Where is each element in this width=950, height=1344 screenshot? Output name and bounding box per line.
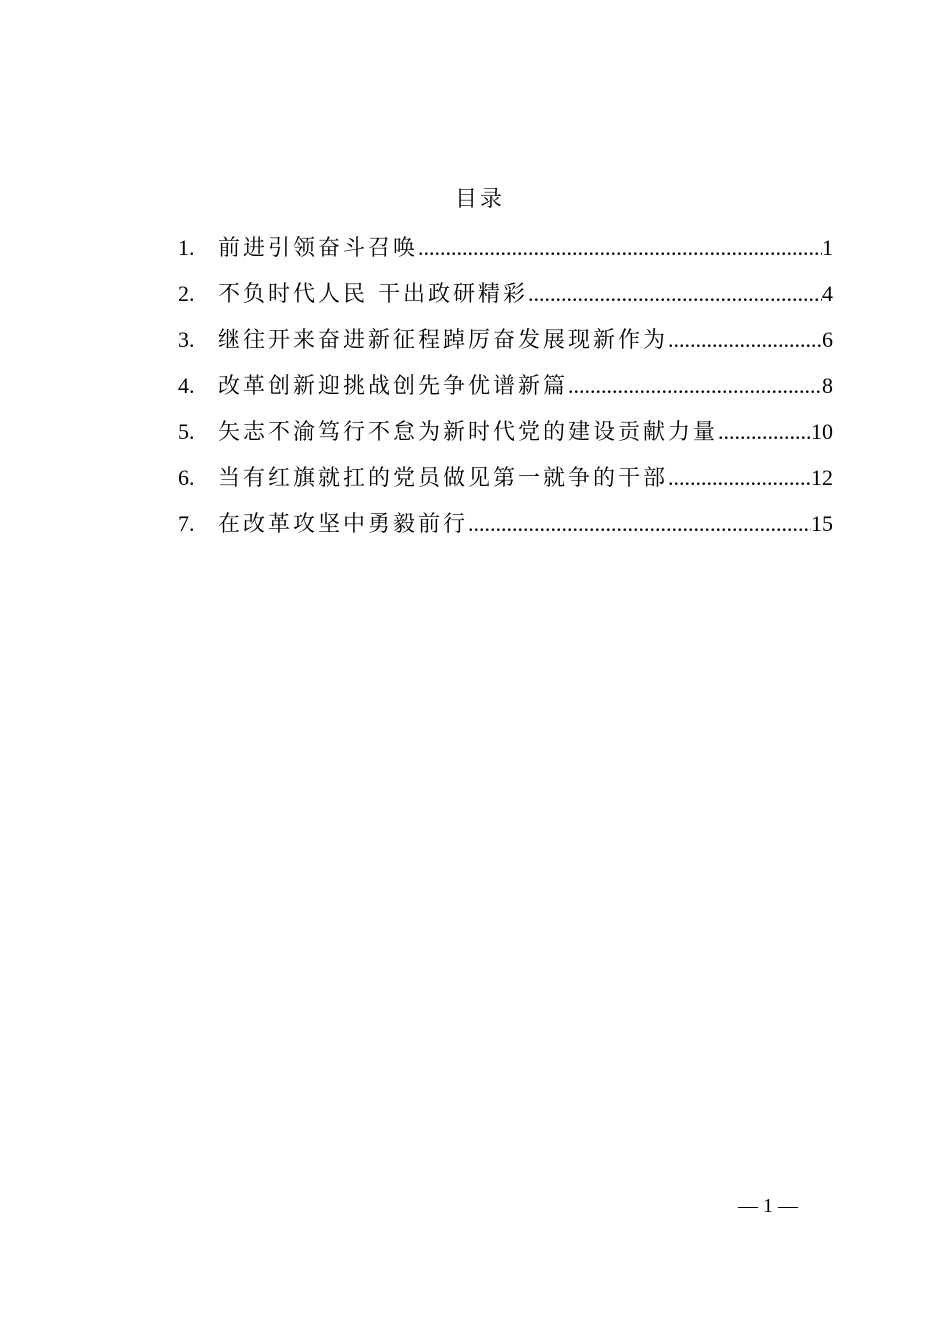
toc-entry[interactable] xyxy=(178,413,833,459)
toc-dot-leader xyxy=(418,229,822,267)
toc-title: 目录 xyxy=(454,187,505,212)
toc-entry-number: 5. xyxy=(178,419,195,444)
toc-entry[interactable] xyxy=(178,275,833,321)
toc-dot-leader xyxy=(528,275,822,313)
toc-entry-title[interactable]: 改革创新迎挑战创先争优谱新篇 xyxy=(218,374,569,399)
toc-dot-leader xyxy=(468,505,811,543)
toc-entry-title[interactable]: 前进引领奋斗召唤 xyxy=(218,236,419,261)
toc-entry-number: 6. xyxy=(178,465,195,490)
toc-entry[interactable] xyxy=(178,321,833,367)
toc-entry-page[interactable]: 12 xyxy=(811,465,833,490)
toc-entry-number: 4. xyxy=(178,373,195,398)
toc-list xyxy=(178,229,833,551)
toc-entry[interactable] xyxy=(178,459,833,505)
toc-dot-leader xyxy=(718,413,811,451)
toc-entry-number: 1. xyxy=(178,235,195,260)
toc-entry-title[interactable]: 当有红旗就扛的党员做见第一就争的干部 xyxy=(218,466,669,491)
toc-entry-number: 2. xyxy=(178,281,195,306)
toc-entry-page[interactable]: 4 xyxy=(822,281,833,306)
toc-entry-title[interactable]: 矢志不渝笃行不怠为新时代党的建设贡献力量 xyxy=(218,420,719,445)
toc-entry-title[interactable]: 不负时代人民 干出政研精彩 xyxy=(218,282,528,307)
toc-dot-leader xyxy=(668,459,811,497)
toc-entry-title[interactable]: 继往开来奋进新征程踔厉奋发展现新作为 xyxy=(218,328,669,353)
toc-entry[interactable] xyxy=(178,505,833,551)
toc-entry-title[interactable]: 在改革攻坚中勇毅前行 xyxy=(218,512,469,537)
toc-dot-leader xyxy=(668,321,822,359)
toc-entry-number: 7. xyxy=(178,511,195,536)
toc-entry-number: 3. xyxy=(178,327,195,352)
toc-entry-page[interactable]: 1 xyxy=(822,235,833,260)
toc-entry-page[interactable]: 8 xyxy=(822,373,833,398)
toc-entry-page[interactable]: 10 xyxy=(811,419,833,444)
toc-entry-page[interactable]: 6 xyxy=(822,327,833,352)
toc-entry-page[interactable]: 15 xyxy=(811,511,833,536)
toc-dot-leader xyxy=(568,367,822,405)
toc-entry[interactable] xyxy=(178,367,833,413)
page-number: — 1 — xyxy=(738,1195,798,1217)
toc-entry[interactable] xyxy=(178,229,833,275)
